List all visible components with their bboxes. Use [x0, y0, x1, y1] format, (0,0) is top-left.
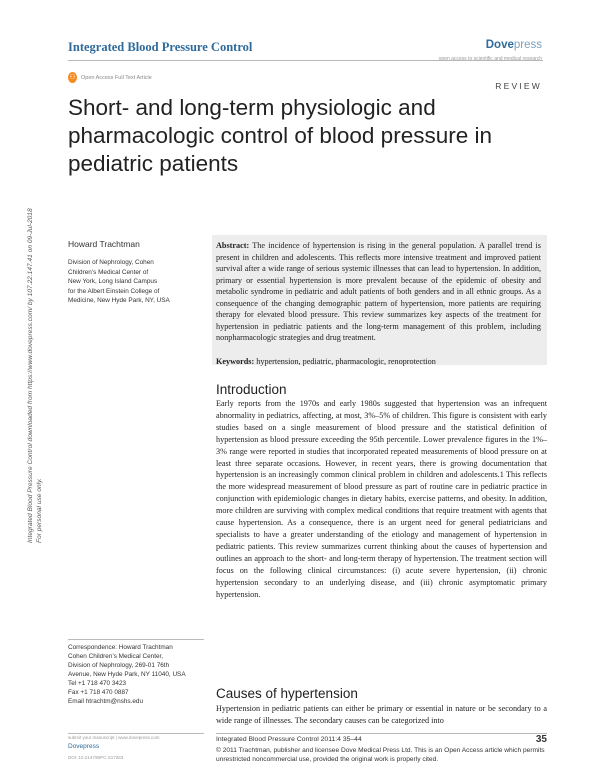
abstract	[216, 240, 541, 344]
keywords	[216, 356, 541, 367]
footer-divider	[216, 733, 547, 734]
publisher-logo-press: press	[513, 39, 542, 51]
open-access-label: Open Access Full Text Article	[81, 74, 152, 81]
publisher-logo[interactable]	[486, 39, 542, 51]
footer-citation: Integrated Blood Pressure Control 2011:4 35–44	[216, 736, 362, 743]
submit-manuscript-link[interactable]: submit your manuscript | www.dovepress.com	[68, 735, 160, 740]
open-access-icon: ⚇	[69, 74, 76, 81]
footer-doi[interactable]: DOI: 10.2147/IBPC.S17263	[68, 755, 124, 760]
article-title: Short- and long-term physiologic and pharmacologic control of blood pressure in pediatric patients	[68, 95, 492, 176]
publisher-logo-dove: Dove	[485, 39, 514, 51]
header-divider	[68, 60, 543, 61]
keywords-label: Keywords:	[216, 357, 255, 366]
journal-title: Integrated Blood Pressure Control	[68, 40, 253, 54]
author-affiliation: Division of Nephrology, Cohen Children’s Medical Center of New York, Long Island Campus for the Albert Einstein College of Medicine, New Hyde Park, NY, USA	[68, 259, 170, 304]
page-number: 35	[535, 734, 547, 745]
footer-left-divider	[68, 733, 204, 734]
abstract-label: Abstract:	[216, 241, 250, 250]
causes-body: Hypertension in pediatric patients can either be primary or essential in nature or be secondary to a wide range of illnesses. The secondary causes can be categorized into	[216, 704, 547, 725]
correspondence-block: Correspondence: Howard Trachtman Cohen Children’s Medical Center, Division of Nephrology, 269-01 76th Avenue, New Hyde Park, NY 11040, USA Tel +1 718 470 3423 Fax +1 718 470 0887 Email htrachtm@nshs.edu	[68, 644, 186, 705]
correspondence-divider	[68, 639, 204, 640]
author-name: Howard Trachtman	[68, 239, 140, 249]
footer-publisher-logo[interactable]: Dovepress	[68, 743, 100, 750]
introduction-body: Early reports from the 1970s and early 1980s suggested that hypertension was an infrequent abnormality in pediatrics, affecting, at most, 3%–5% of children. This figure is consistent with early studies based on a single measurement of blood pressure and the statistical definition of hypertension as blood pressure exceeding the 95th percentile. Lower prevalence figures in the 1%–3% range were reported in studies that incorporated repeated measurements of blood pressure on at least three separate occasions. However, in recent years, there is growing documentation that hypertension is an increasingly common clinical problem in children and adolescents.1 This reflects the more widespread measurement of blood pressure as part of routine care in pediatric practice in conjunction with epidemiologic changes in dietary habits, exercise patterns, and obesity. In addition, more children are surviving with complex medical conditions that require treatment with agents that cause hypertension. As a consequence, there is an urgent need for general pediatricians and specialists to have a greater understanding of the etiology and management of hypertension in pediatric patients. This review summarizes current thinking about the causes of hypertension and outlines an approach to the short- and long-term therapy of hypertension. The treatment section will focus on the following clinical circumstances: (i) acute severe hypertension, (ii) chronic hypertension secondary to an underlying disease, and (iii) chronic asymptomatic primary hypertension.	[216, 399, 547, 599]
open-access-badge	[68, 72, 152, 83]
publisher-tagline: open access to scientific and medical research	[438, 56, 542, 62]
introduction-heading: Introduction	[216, 382, 287, 397]
keywords-body: hypertension, pediatric, pharmacologic, renoprotection	[254, 357, 436, 366]
causes-heading: Causes of hypertension	[216, 686, 358, 701]
footer-copyright: © 2011 Trachtman, publisher and licensee Dove Medical Press Ltd. This is an Open Access article which permits unrestricted noncommercial use, provided the original work is properly cited.	[216, 747, 545, 763]
abstract-body: The incidence of hypertension is rising in the general population. A parallel trend is present in children and adolescents. This reflects more intensive treatment and improved patient survival after a wide range of serious systemic illnesses that can lead to hypertension. In addition, primary or essential hypertension is more prevalent because of the epidemic of obesity and metabolic syndrome in pediatric and adult patients of both genders and in all ethnic groups. As a consequence of the changing demographic pattern of hypertension, more patients are requiring therapy for elevated blood pressure. This review summarizes key aspects of the treatment for hypertension in pediatric patients and the long-term management of this problem, including nonpharmacologic strategies and drug treatment.	[216, 241, 541, 342]
download-notice: Integrated Blood Pressure Control downloaded from https://www.dovepress.com/ by 107.22.147.41 on 09-Jul-2018 For personal use only.	[27, 208, 43, 543]
article-type: REVIEW	[495, 81, 542, 91]
